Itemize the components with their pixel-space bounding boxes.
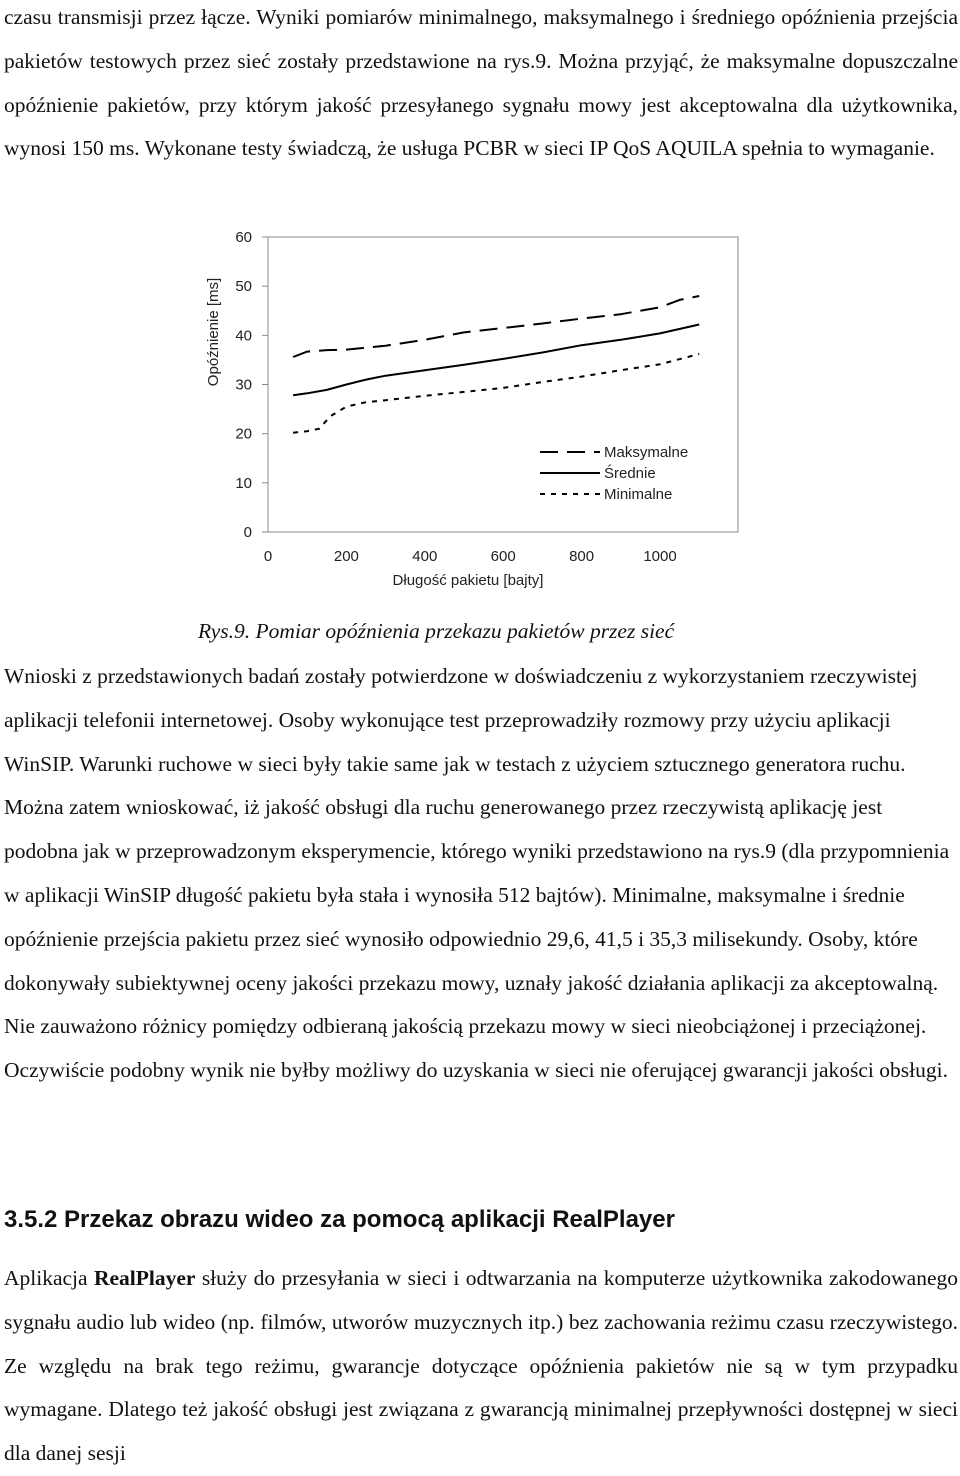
x-tick-label: 1000 — [643, 548, 677, 565]
legend-label: Minimalne — [604, 486, 673, 503]
figure-caption: Rys.9. Pomiar opóźnienia przekazu pakietów przez sieć — [198, 619, 675, 643]
delay-chart — [190, 220, 770, 600]
legend-label: Średnie — [604, 465, 656, 482]
y-axis-title: Opóźnienie [ms] — [205, 277, 222, 387]
series-line-średnie — [293, 325, 699, 396]
paragraph-middle: Wnioski z przedstawionych badań zostały potwierdzone w doświadczeniu z wykorzystaniem rzeczywistej aplikacji telefonii internetowej. Osoby wykonujące test przeprowadziły rozmowy przy użyciu aplikacji WinSIP. Warunki ruchowe w sieci były takie same jak w testach z użyciem sztucznego generatora ruchu. Można zatem wnioskować, iż jakość obsługi dla ruchu generowanego przez rzeczywistą aplikację jest podobna jak w przeprowadzonym eksperymencie, którego wyniki przedstawiono na rys.9 (dla przypomnienia w aplikacji WinSIP długość pakietu była stała i wynosiła 512 bajtów). Minimalne, maksymalne i średnie opóźnienie przejścia pakietu przez sieć wynosiło odpowiednio 29,6, 41,5 i 35,3 milisekundy. Osoby, które dokonywały subiektywnej oceny jakości przekazu mowy, uznały jakość działania aplikacji za akceptowalną. Nie zauważono różnicy pomiędzy odbieraną jakością przekazu mowy w sieci nieobciążonej i przeciążonej. Oczywiście podobny wynik nie byłby możliwy do uzyskania w sieci nie oferującej gwarancji jakości obsługi. — [4, 664, 950, 1083]
x-tick-label: 200 — [333, 548, 359, 565]
paragraph-bottom-intro: Aplikacja — [4, 1266, 94, 1290]
realplayer-term: RealPlayer — [93, 1266, 196, 1290]
y-tick-label: 0 — [243, 524, 252, 541]
y-tick-label: 30 — [235, 376, 252, 394]
paragraph-bottom — [4, 1257, 958, 1476]
x-axis-title: Długość pakietu [bajty] — [392, 572, 544, 589]
paragraph-top: czasu transmisji przez łącze. Wyniki pomiarów minimalnego, maksymalnego i średniego opóźnienia przejścia pakietów testowych przez sieć zostały przedstawione na rys.9. Można przyjąć, że maksymalne dopuszczalne opóźnienie pakietów, przy którym jakość przesyłanego sygnału mowy jest akceptowalna dla użytkownika, wynosi 150 ms. Wykonane testy świadczą, że usługa PCBR w sieci IP QoS AQUILA spełnia to wymaganie. — [4, 5, 958, 161]
legend-label: Maksymalne — [604, 444, 689, 461]
y-tick-label: 60 — [235, 229, 252, 246]
series-line-minimalne — [293, 354, 699, 433]
x-tick-label: 400 — [412, 548, 438, 565]
y-tick-label: 40 — [235, 327, 252, 345]
series-line-maksymalne — [293, 296, 699, 357]
section-heading: 3.5.2 Przekaz obrazu wideo za pomocą aplikacji RealPlayer — [4, 1206, 675, 1233]
y-tick-label: 20 — [235, 425, 252, 443]
x-tick-label: 600 — [490, 548, 516, 565]
y-tick-label: 10 — [235, 474, 252, 492]
x-tick-label: 0 — [263, 548, 273, 565]
x-tick-label: 800 — [569, 548, 595, 565]
paragraph-bottom-rest: służy do przesyłania w sieci i odtwarzania na komputerze użytkownika zakodowanego sygnału audio lub wideo (np. filmów, utworów muzycznych itp.) bez zachowania reżimu czasu rzeczywistego. Ze względu na brak tego reżimu, gwarancje dotyczące opóźnienia pakietów nie są w tym przypadku wymagane. Dlatego też jakość obsługi jest związana z gwarancją minimalnej przepływności dostępnej w sieci dla danej sesji — [4, 1266, 959, 1466]
y-tick-label: 50 — [235, 278, 252, 296]
